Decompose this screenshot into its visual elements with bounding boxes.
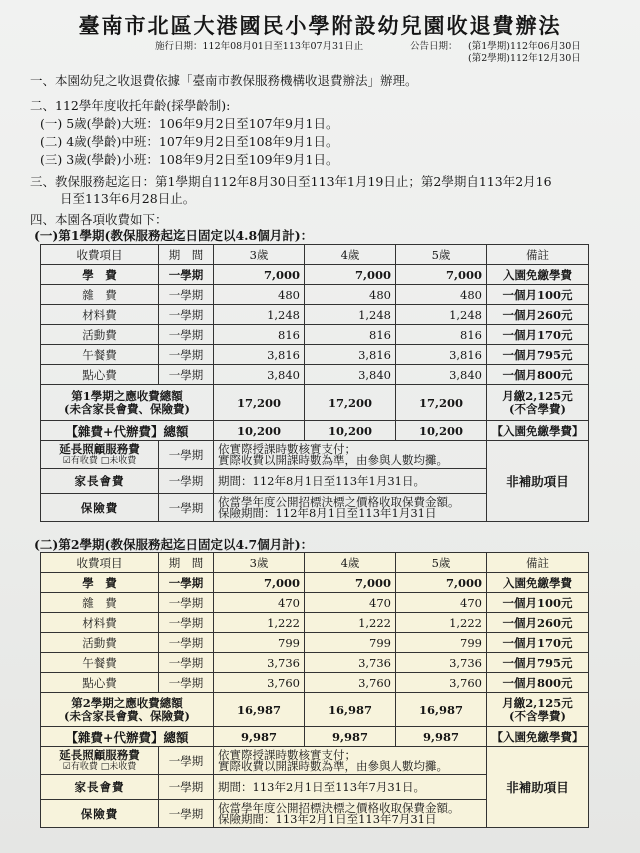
total-label [41, 693, 214, 727]
extended-care-label [41, 441, 159, 469]
total-age5: 16,987 [396, 693, 487, 727]
semester2-heading: (二)第2學期(教保服務起迄日固定以4.7個月計)： [34, 537, 314, 552]
table-row [41, 573, 589, 593]
total-age4: 17,200 [305, 385, 396, 421]
misc-total-label: 【雜費+代辦費】總額 [41, 727, 214, 747]
row-item: 午餐費 [41, 653, 159, 673]
row-age3: 1,248 [214, 305, 305, 325]
row-age3: 3,816 [214, 345, 305, 365]
insurance-desc-1: 依當學年度公開招標決標之價格收取保費金額。 [218, 494, 460, 509]
item-3: 三、教保服務起迄日：第1學期自112年8月30日至113年1月19日止；第2學期自113年2月16 [30, 174, 552, 189]
row-period: 一學期 [159, 305, 214, 325]
parent-fee-period: 一學期 [159, 469, 214, 494]
semester1-fee-table [40, 244, 589, 522]
extended-care-desc [214, 441, 487, 469]
non-subsidy-label: 非補助項目 [487, 747, 589, 828]
row-age4: 816 [305, 325, 396, 345]
insurance-label: 保險費 [41, 800, 159, 828]
row-period: 一學期 [159, 613, 214, 633]
item-4: 四、本園各項收費如下： [30, 212, 168, 227]
row-age4: 3,840 [305, 365, 396, 385]
insurance-period: 一學期 [159, 800, 214, 828]
row-age5: 1,222 [396, 613, 487, 633]
total-age4: 16,987 [305, 693, 396, 727]
row-period: 一學期 [159, 285, 214, 305]
extended-care-title: 延長照顧服務費 [59, 747, 140, 762]
extended-care-period: 一學期 [159, 747, 214, 775]
item-2-1: (一) 5歲(學齡)大班：106年9月2日至107年9月1日。 [40, 116, 339, 131]
insurance-desc-2: 保險期間：112年8月1日至113年1月31日 [218, 505, 437, 520]
insurance-period: 一學期 [159, 494, 214, 522]
misc-total-row [41, 421, 589, 441]
row-period: 一學期 [159, 653, 214, 673]
total-age5: 17,200 [396, 385, 487, 421]
row-note: 一個月170元 [487, 633, 589, 653]
non-subsidy-label: 非補助項目 [487, 441, 589, 522]
row-age3: 799 [214, 633, 305, 653]
extended-care-desc-2: 實際收費以開課時數為準，由參與人數均攤。 [218, 758, 448, 773]
header-note: 備註 [487, 245, 589, 265]
row-note: 一個月260元 [487, 305, 589, 325]
misc-note: 【入園免繳學費】 [487, 727, 589, 747]
row-note: 一個月795元 [487, 653, 589, 673]
total-note-1: 月繳2,125元 [502, 388, 573, 403]
row-period: 一學期 [159, 365, 214, 385]
header-item: 收費項目 [41, 245, 159, 265]
row-age5: 799 [396, 633, 487, 653]
extended-care-desc [214, 747, 487, 775]
row-age5: 3,736 [396, 653, 487, 673]
extended-care-period: 一學期 [159, 441, 214, 469]
row-age4: 1,222 [305, 613, 396, 633]
row-age4: 3,816 [305, 345, 396, 365]
misc-age3: 10,200 [214, 421, 305, 441]
total-age3: 16,987 [214, 693, 305, 727]
total-label-1: 第1學期之應收費總額 [71, 388, 183, 403]
item-3-cont: 日至113年6月28日止。 [60, 191, 196, 206]
table-row [41, 345, 589, 365]
row-age3: 3,736 [214, 653, 305, 673]
misc-total-label: 【雜費+代辦費】總額 [41, 421, 214, 441]
row-age3: 1,222 [214, 613, 305, 633]
row-age5: 1,248 [396, 305, 487, 325]
table-row [41, 633, 589, 653]
insurance-desc [214, 494, 487, 522]
row-period: 一學期 [159, 345, 214, 365]
announce-date-2: (第2學期)112年12月30日 [468, 53, 581, 64]
total-note-2: (不含學費) [509, 401, 566, 416]
row-age3: 7,000 [214, 573, 305, 593]
parent-fee-desc: 期間：113年2月1日至113年7月31日。 [214, 775, 487, 800]
row-period: 一學期 [159, 673, 214, 693]
extended-care-row [41, 441, 589, 469]
extended-care-checkbox: ☑有收費 □未收費 [62, 761, 137, 772]
announce-date-1: (第1學期)112年06月30日 [468, 41, 581, 52]
table-row [41, 613, 589, 633]
row-note: 一個月170元 [487, 325, 589, 345]
total-label-2: (未含家長會費、保險費) [64, 708, 190, 723]
row-age4: 7,000 [305, 265, 396, 285]
row-item: 點心費 [41, 673, 159, 693]
total-note-2: (不含學費) [509, 708, 566, 723]
row-note: 入園免繳學費 [487, 573, 589, 593]
table-row [41, 265, 589, 285]
header-item: 收費項目 [41, 553, 159, 573]
insurance-desc [214, 800, 487, 828]
row-note: 一個月100元 [487, 285, 589, 305]
total-note [487, 693, 589, 727]
header-age3: 3歲 [214, 245, 305, 265]
row-period: 一學期 [159, 325, 214, 345]
total-label-2: (未含家長會費、保險費) [64, 401, 190, 416]
total-age3: 17,200 [214, 385, 305, 421]
table-header [41, 553, 589, 573]
row-age3: 480 [214, 285, 305, 305]
row-item: 雜 費 [41, 593, 159, 613]
row-age5: 470 [396, 593, 487, 613]
table-row [41, 305, 589, 325]
row-note: 一個月800元 [487, 365, 589, 385]
parent-fee-desc: 期間：112年8月1日至113年1月31日。 [214, 469, 487, 494]
misc-age4: 9,987 [305, 727, 396, 747]
extended-care-desc-2: 實際收費以開課時數為準，由參與人數均攤。 [218, 452, 448, 467]
effective-date: 施行日期：112年08月01日至113年07月31日止 [155, 41, 364, 52]
row-age3: 7,000 [214, 265, 305, 285]
misc-age5: 10,200 [396, 421, 487, 441]
row-age5: 3,760 [396, 673, 487, 693]
table-row [41, 325, 589, 345]
misc-age4: 10,200 [305, 421, 396, 441]
table-header [41, 245, 589, 265]
page-title: 臺南市北區大港國民小學附設幼兒園收退費辦法 [78, 13, 562, 38]
row-note: 一個月795元 [487, 345, 589, 365]
row-age5: 480 [396, 285, 487, 305]
insurance-desc-1: 依當學年度公開招標決標之價格收取保費金額。 [218, 800, 460, 815]
row-age4: 3,736 [305, 653, 396, 673]
total-label-1: 第2學期之應收費總額 [71, 695, 183, 710]
header-age4: 4歲 [305, 553, 396, 573]
row-age4: 7,000 [305, 573, 396, 593]
misc-age3: 9,987 [214, 727, 305, 747]
item-2-3: (三) 3歲(學齡)小班：108年9月2日至109年9月1日。 [40, 152, 339, 167]
table-row [41, 365, 589, 385]
table-row [41, 673, 589, 693]
header-age5: 5歲 [396, 245, 487, 265]
row-age5: 7,000 [396, 265, 487, 285]
row-age3: 470 [214, 593, 305, 613]
header-age3: 3歲 [214, 553, 305, 573]
insurance-desc-2: 保險期間：113年2月1日至113年7月31日 [218, 811, 437, 826]
row-age4: 799 [305, 633, 396, 653]
total-note-1: 月繳2,125元 [502, 695, 573, 710]
row-age4: 3,760 [305, 673, 396, 693]
row-item: 雜 費 [41, 285, 159, 305]
row-note: 一個月100元 [487, 593, 589, 613]
semester1-heading: (一)第1學期(教保服務起迄日固定以4.8個月計)： [34, 228, 314, 243]
row-item: 活動費 [41, 325, 159, 345]
row-period: 一學期 [159, 265, 214, 285]
misc-age5: 9,987 [396, 727, 487, 747]
insurance-label: 保險費 [41, 494, 159, 522]
row-age3: 3,840 [214, 365, 305, 385]
extended-care-checkbox: ☑有收費 □未收費 [62, 455, 137, 466]
header-period: 期 間 [159, 245, 214, 265]
row-age3: 816 [214, 325, 305, 345]
semester2-fee-table [40, 552, 589, 828]
item-2: 二、112學年度收托年齡(採學齡制): [30, 98, 231, 113]
row-note: 一個月260元 [487, 613, 589, 633]
row-age5: 3,816 [396, 345, 487, 365]
row-item: 活動費 [41, 633, 159, 653]
row-note: 入園免繳學費 [487, 265, 589, 285]
header-age4: 4歲 [305, 245, 396, 265]
row-age5: 7,000 [396, 573, 487, 593]
row-period: 一學期 [159, 573, 214, 593]
row-age4: 470 [305, 593, 396, 613]
parent-fee-label: 家長會費 [41, 469, 159, 494]
row-age3: 3,760 [214, 673, 305, 693]
row-item: 學 費 [41, 265, 159, 285]
total-row [41, 385, 589, 421]
table-row [41, 285, 589, 305]
extended-care-title: 延長照顧服務費 [59, 441, 140, 456]
parent-fee-label: 家長會費 [41, 775, 159, 800]
misc-total-row [41, 727, 589, 747]
row-age5: 816 [396, 325, 487, 345]
row-item: 午餐費 [41, 345, 159, 365]
table-row [41, 593, 589, 613]
parent-fee-period: 一學期 [159, 775, 214, 800]
header-note: 備註 [487, 553, 589, 573]
misc-note: 【入園免繳學費】 [487, 421, 589, 441]
row-period: 一學期 [159, 633, 214, 653]
row-item: 材料費 [41, 305, 159, 325]
header-age5: 5歲 [396, 553, 487, 573]
extended-care-desc-1: 依實際授課時數核實支付； [218, 441, 356, 456]
row-period: 一學期 [159, 593, 214, 613]
row-age5: 3,840 [396, 365, 487, 385]
header-period: 期 間 [159, 553, 214, 573]
extended-care-label [41, 747, 159, 775]
row-age4: 1,248 [305, 305, 396, 325]
total-note [487, 385, 589, 421]
extended-care-desc-1: 依實際授課時數核實支付； [218, 747, 356, 762]
row-age4: 480 [305, 285, 396, 305]
announce-label: 公告日期： [410, 41, 458, 52]
row-item: 點心費 [41, 365, 159, 385]
item-1: 一、本園幼兒之收退費依據「臺南市教保服務機構收退費辦法」辦理。 [30, 73, 418, 88]
table-row [41, 653, 589, 673]
extended-care-row [41, 747, 589, 775]
item-2-2: (二) 4歲(學齡)中班：107年9月2日至108年9月1日。 [40, 134, 339, 149]
total-row [41, 693, 589, 727]
row-note: 一個月800元 [487, 673, 589, 693]
row-item: 材料費 [41, 613, 159, 633]
row-item: 學 費 [41, 573, 159, 593]
total-label [41, 385, 214, 421]
